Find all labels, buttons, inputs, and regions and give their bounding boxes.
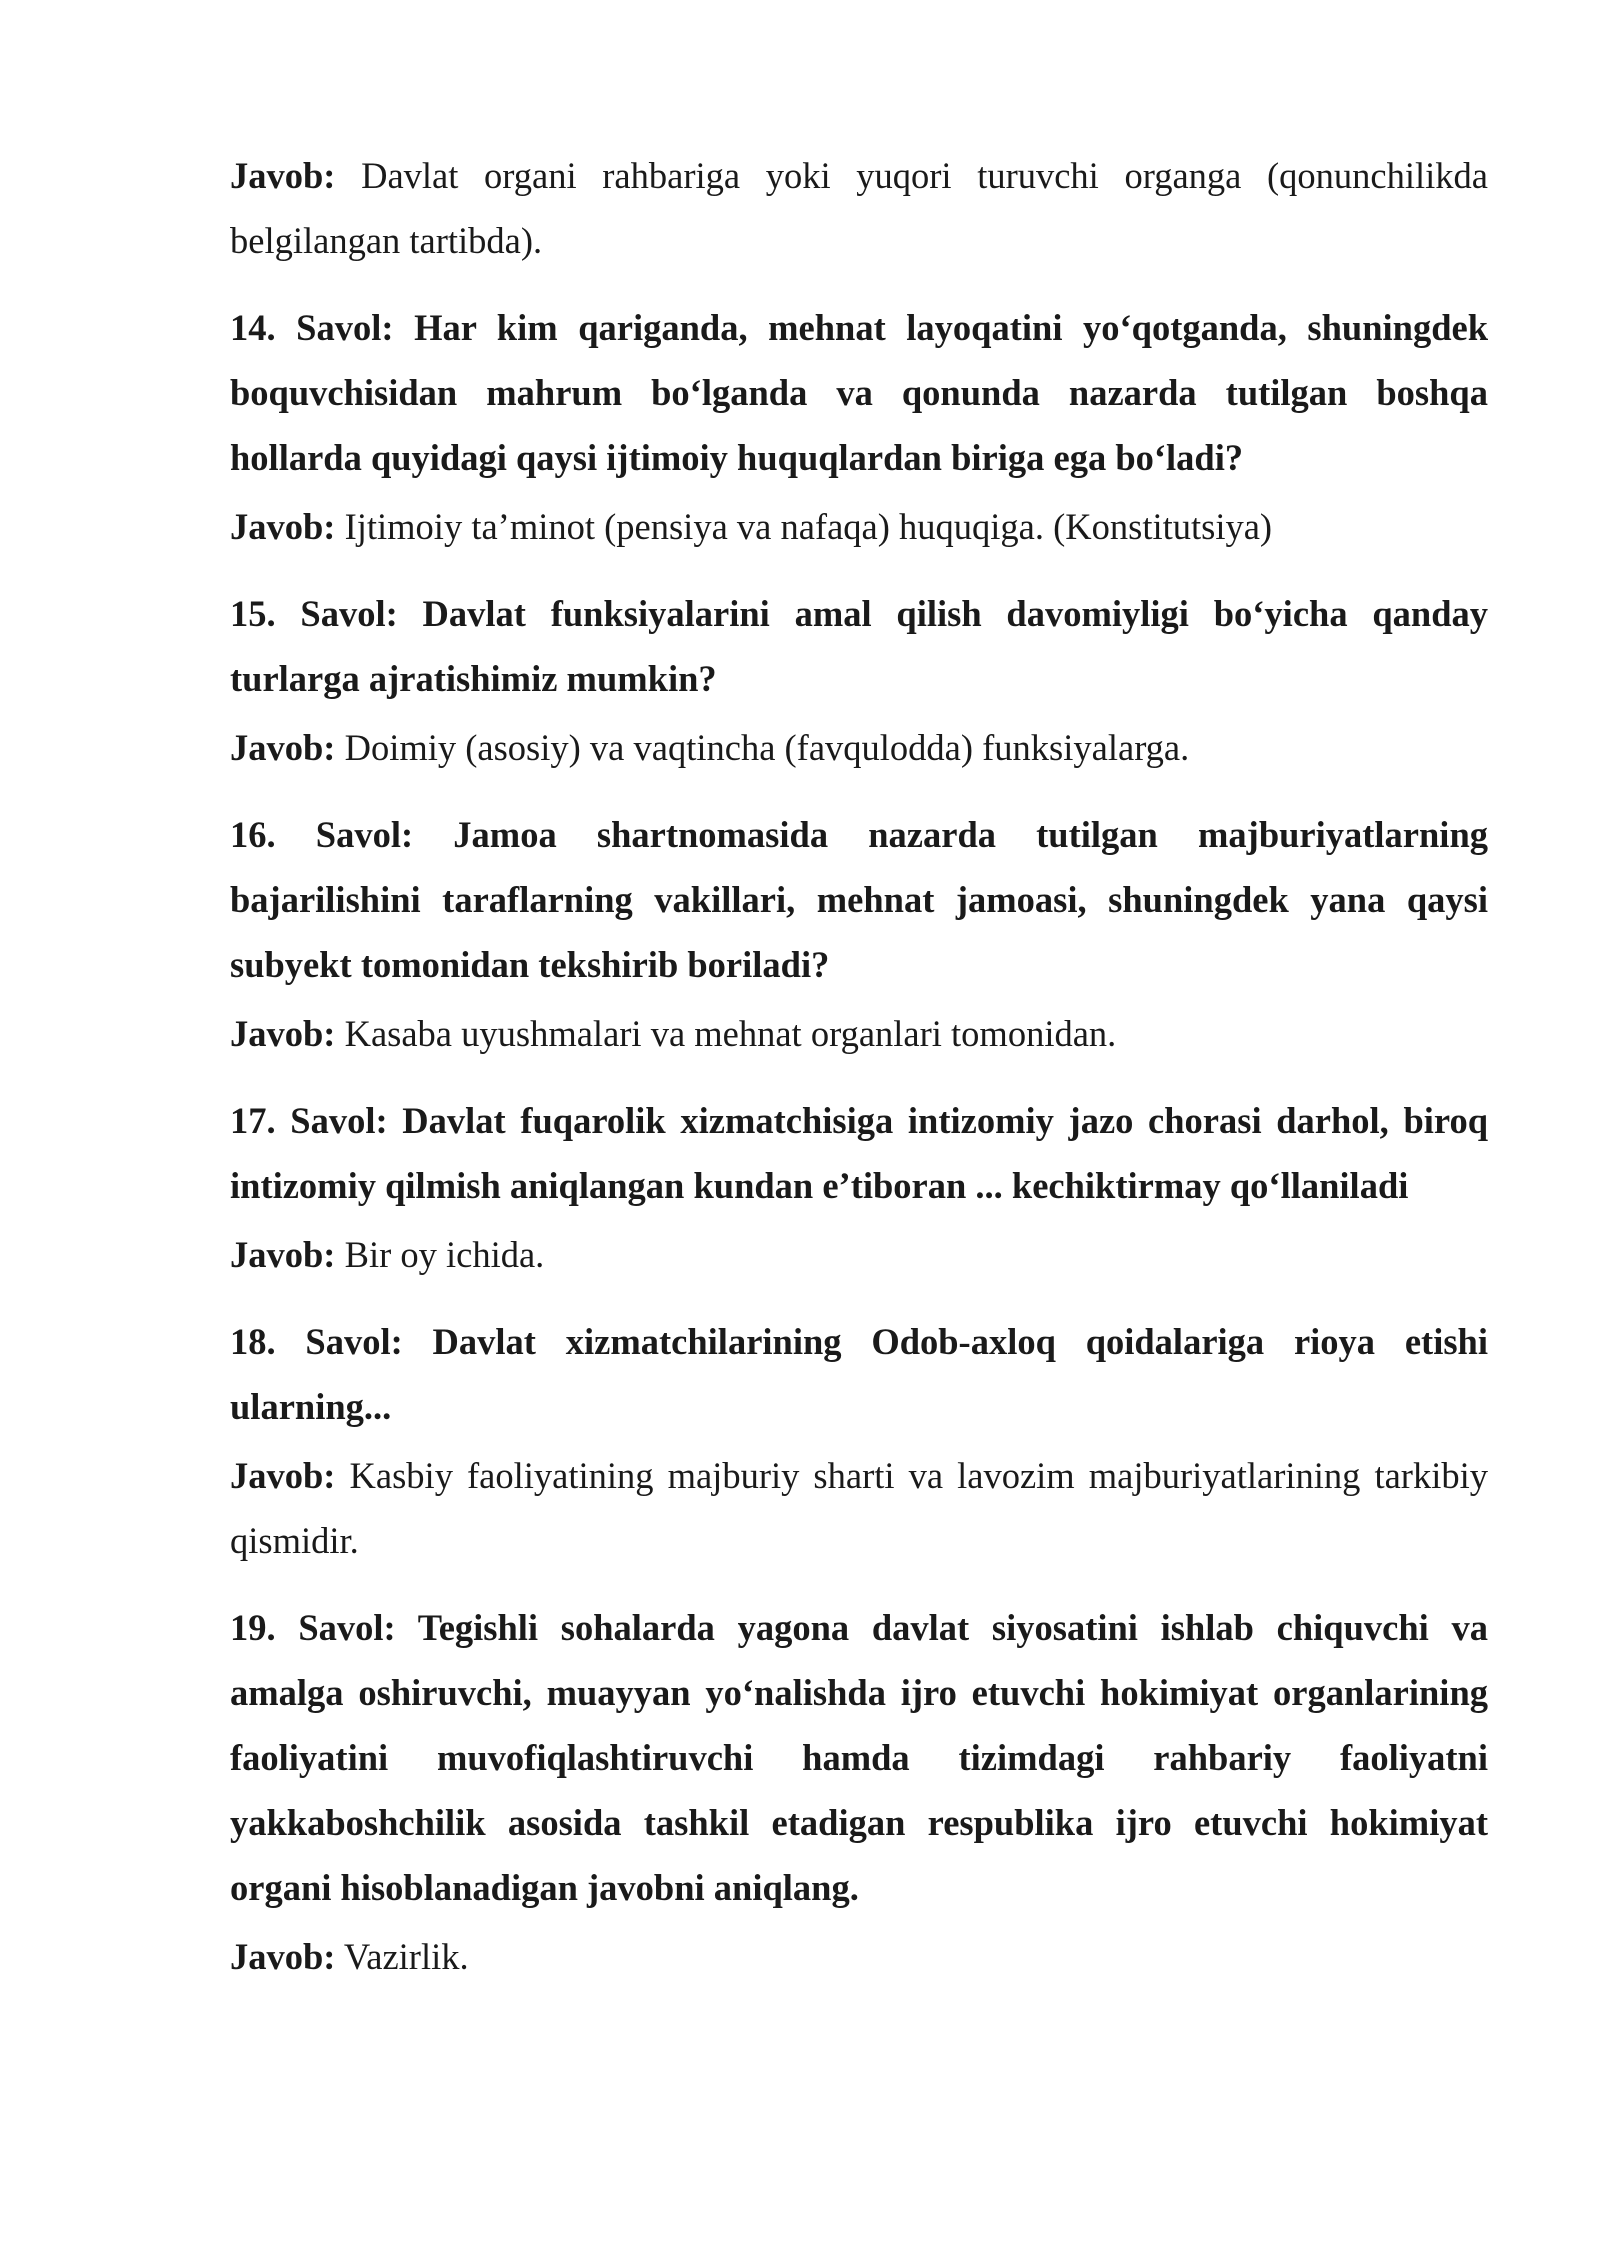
answer-label: Javob: bbox=[230, 506, 336, 547]
answer-text: Bir oy ichida. bbox=[335, 1234, 545, 1275]
answer-19 bbox=[230, 1924, 1488, 1989]
question-18: 18. Savol: Davlat xizmatchilarining Odob-axloq qoidalariga rioya etishi ularning... bbox=[230, 1321, 1488, 1427]
answer-16 bbox=[230, 1001, 1488, 1066]
answer-14 bbox=[230, 494, 1488, 559]
answer-label: Javob: bbox=[230, 155, 336, 196]
answer-text: Vazirlik. bbox=[335, 1936, 469, 1977]
answer-15 bbox=[230, 715, 1488, 780]
answer-text: Kasbiy faoliyatining majburiy sharti va lavozim majburiyatlarining tarkibiy qismidir. bbox=[230, 1455, 1488, 1561]
answer-label: Javob: bbox=[230, 1455, 336, 1496]
question-14: 14. Savol: Har kim qariganda, mehnat layoqatini yo‘qotganda, shuningdek boquvchisidan mahrum bo‘lganda va qonunda nazarda tutilgan boshqa hollarda quyidagi qaysi ijtimoiy huquqlardan biriga ega bo‘ladi? bbox=[230, 307, 1488, 478]
answer-text: Kasaba uyushmalari va mehnat organlari tomonidan. bbox=[335, 1013, 1117, 1054]
answer-label: Javob: bbox=[230, 1013, 336, 1054]
answer-13 bbox=[230, 143, 1488, 273]
answer-18 bbox=[230, 1443, 1488, 1573]
answer-17 bbox=[230, 1222, 1488, 1287]
answer-label: Javob: bbox=[230, 1936, 336, 1977]
answer-text: Davlat organi rahbariga yoki yuqori turuvchi organga (qonunchilikda belgilangan tartibda). bbox=[230, 155, 1488, 261]
question-16: 16. Savol: Jamoa shartnomasida nazarda tutilgan majburiyatlarning bajarilishini taraflarning vakillari, mehnat jamoasi, shuningdek yana qaysi subyekt tomonidan tekshirib boriladi? bbox=[230, 814, 1488, 985]
question-17: 17. Savol: Davlat fuqarolik xizmatchisiga intizomiy jazo chorasi darhol, biroq intizomiy qilmish aniqlangan kundan e’tiboran ... kechiktirmay qo‘llaniladi bbox=[230, 1100, 1488, 1206]
document-page bbox=[230, 143, 1488, 2011]
answer-label: Javob: bbox=[230, 1234, 336, 1275]
answer-text: Doimiy (asosiy) va vaqtincha (favqulodda) funksiyalarga. bbox=[335, 727, 1190, 768]
answer-label: Javob: bbox=[230, 727, 336, 768]
question-19: 19. Savol: Tegishli sohalarda yagona davlat siyosatini ishlab chiquvchi va amalga oshiruvchi, muayyan yo‘nalishda ijro etuvchi hokimiyat organlarining faoliyatini muvofiqlashtiruvchi hamda tizimdagi rahbariy faoliyatni yakkaboshchilik asosida tashkil etadigan respublika ijro etuvchi hokimiyat organi hisoblanadigan javobni aniqlang. bbox=[230, 1607, 1488, 1908]
answer-text: Ijtimoiy ta’minot (pensiya va nafaqa) huquqiga. (Konstitutsiya) bbox=[335, 506, 1273, 547]
question-15: 15. Savol: Davlat funksiyalarini amal qilish davomiyligi bo‘yicha qanday turlarga ajratishimiz mumkin? bbox=[230, 593, 1488, 699]
